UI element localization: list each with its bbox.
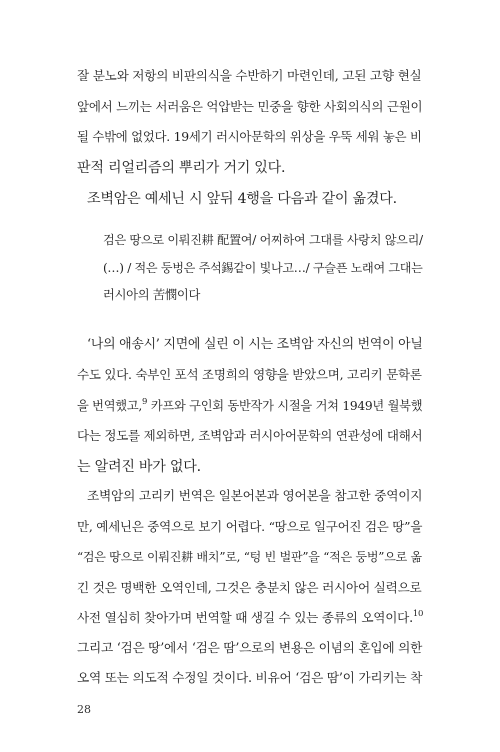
- text-line: 는 알려진 바가 없다.: [77, 459, 201, 475]
- text-line: 될 수밖에 없었다. 19세기 러시아문학의 위상을 우뚝 세워 놓은 비: [77, 129, 422, 144]
- text-line: 긴 것은 명백한 오역인데, 그것은 충분치 않은 러시아어 실력으로: [77, 580, 422, 595]
- footnote-marker: 9: [142, 397, 148, 407]
- quote-line: (…) / 적은 둥벙은 주석錫같이 빛나고…/ 구슬픈 노래여 그대는: [103, 261, 423, 275]
- text-line: [77, 397, 425, 413]
- text-line: 조벽암의 고리키 번역은 일본어본과 영어본을 참고한 중역이지: [87, 488, 423, 503]
- text-line: 판적 리얼리즘의 뿌리가 거기 있다.: [77, 160, 286, 176]
- text-line: 조벽암은 예세닌 시 앞뒤 4행을 다음과 같이 옮겼다.: [87, 191, 397, 207]
- text-line: 오역 또는 의도적 수정일 것이다. 비유어 ‘검은 땀’이 가리키는 착: [77, 670, 423, 685]
- text-segment: 카프와 구인회 동반작가 시절을 거쳐 1949년 월북했: [150, 399, 423, 413]
- quote-line: 검은 땅으로 이뤄진耕 配置여/ 어찌하여 그대를 사랑치 않으리/: [103, 233, 423, 247]
- text-line: 만, 예세닌은 중역으로 보기 어렵다. “땅으로 일구어진 검은 땅”을: [77, 519, 423, 534]
- footnote-marker: 10: [412, 609, 424, 619]
- text-line: 잘 분노와 저항의 비판의식을 수반하기 마련인데, 고된 고향 현실: [77, 68, 422, 83]
- text-line: 그리고 ‘검은 땅’에서 ‘검은 땀’으로의 변용은 이념의 혼입에 의한: [77, 640, 423, 655]
- text-line: 다는 정도를 제외하면, 조벽암과 러시아어문학의 연관성에 대해서: [77, 428, 423, 443]
- text-line: “검은 땅으로 이뤄진耕 배치”로, “텅 빈 벌판”을 “적은 둥벙”으로 옮: [77, 550, 422, 564]
- page-number: 28: [77, 703, 91, 716]
- text-segment: 을 번역했고,: [77, 399, 143, 413]
- text-line: 앞에서 느끼는 서러움은 억압받는 민중을 향한 사회의식의 근원이: [77, 99, 423, 114]
- text-segment: 사전 열심히 찾아가며 번역할 때 생길 수 있는 종류의 오역이다.: [77, 610, 413, 625]
- text-line: [77, 609, 425, 625]
- text-line: ‘나의 애송시’ 지면에 실린 이 시는 조벽암 자신의 번역이 아닐: [87, 337, 423, 352]
- quote-line: 러시아의 苦憫이다: [103, 288, 201, 302]
- text-line: 수도 있다. 숙부인 포석 조명희의 영향을 받았으며, 고리키 문학론: [77, 367, 422, 382]
